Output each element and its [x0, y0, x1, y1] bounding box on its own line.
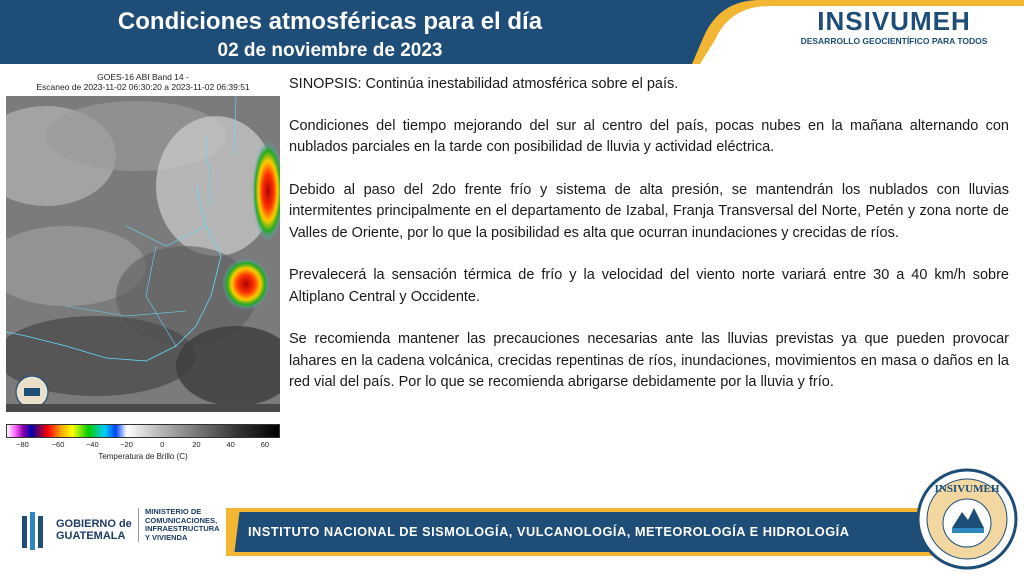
colorbar-tick: 40 [226, 440, 235, 449]
ministry-name [138, 508, 220, 542]
government-line2: GUATEMALA [56, 530, 126, 542]
bulletin-paragraph: Prevalecerá la sensación térmica de frío y la velocidad del viento norte variará entre 30 a 40 km/h sobre Altiplano Central y Occidente. [289, 267, 1009, 305]
temperature-colorbar [6, 424, 280, 438]
satellite-caption [4, 72, 282, 92]
government-bars-icon [22, 510, 44, 550]
brand-logo [776, 6, 1012, 46]
colorbar-tick: 20 [192, 440, 201, 449]
header-banner [0, 0, 1024, 64]
colorbar-tick: 60 [260, 440, 270, 449]
colorbar-tick: −20 [120, 440, 133, 449]
bulletin-paragraph: Debido al paso del 2do frente frío y sistema de alta presión, se mantendrán los nublados con lluvias intermitentes principalmente en el departamento de Izabal, Franja Transversal del Norte, Petén y zona norte de Valles de Oriente, por lo que la posibilidad es alta que ocurran inundaciones y crecidas de ríos. [289, 181, 1009, 241]
bulletin-paragraph: Se recomienda mantener las precauciones necesarias ante las lluvias previstas ya que pueden provocar lahares en la cadena volcánica, crecidas repentinas de ríos, inundaciones, movimientos en masa o daños en la red vial del país. Por lo que se recomienda abrigarse debidamente por la lluvia y frío. [289, 331, 1009, 390]
ministry-line1: MINISTERIO DE [145, 507, 202, 516]
satellite-image [6, 96, 280, 412]
page-title: Condiciones atmosféricas para el día [117, 8, 543, 35]
brand-name: INSIVUMEH [817, 6, 971, 36]
bulletin-text [289, 74, 1009, 415]
insivumeh-seal-icon [916, 468, 1018, 570]
satellite-panel [4, 72, 282, 464]
colorbar-tick: −80 [16, 440, 29, 449]
colorbar-tick: −60 [51, 440, 65, 449]
colorbar-tick: −40 [85, 440, 99, 449]
bulletin-paragraph: Condiciones del tiempo mejorando del sur al centro del país, pocas nubes en la mañana alternando con nublados parciales en la tarde con posibilidad de lluvia y actividad eléctrica. [289, 117, 1009, 155]
ministry-line2: COMUNICACIONES, [145, 515, 218, 525]
colorbar-ticks [6, 440, 280, 450]
synopsis: SINOPSIS: Continúa inestabilidad atmosférica sobre el país. [289, 76, 679, 92]
government-name [56, 518, 132, 542]
ministry-line4: Y VIVIENDA [145, 532, 188, 542]
satellite-caption-line2: Escaneo de 2023-11-02 06:30:20 a 2023-11-02 06:39:51 [36, 82, 250, 92]
government-line1: GOBIERNO de [56, 518, 132, 530]
ministry-line3: INFRAESTRUCTURA [145, 524, 220, 533]
seal-text: INSIVUMEH [934, 483, 1000, 495]
satellite-caption-line1: GOES-16 ABI Band 14 - [97, 72, 189, 82]
government-logo [22, 508, 232, 554]
colorbar-label: Temperatura de Brillo (C) [98, 452, 188, 461]
page-date: 02 de noviembre de 2023 [217, 40, 443, 61]
colorbar-tick: 0 [160, 440, 165, 449]
institute-name: INSTITUTO NACIONAL DE SISMOLOGÍA, VULCANOLOGÍA, METEOROLOGÍA E HIDROLOGÍA [248, 524, 850, 539]
brand-tagline: DESARROLLO GEOCIENTÍFICO PARA TODOS [800, 36, 988, 46]
